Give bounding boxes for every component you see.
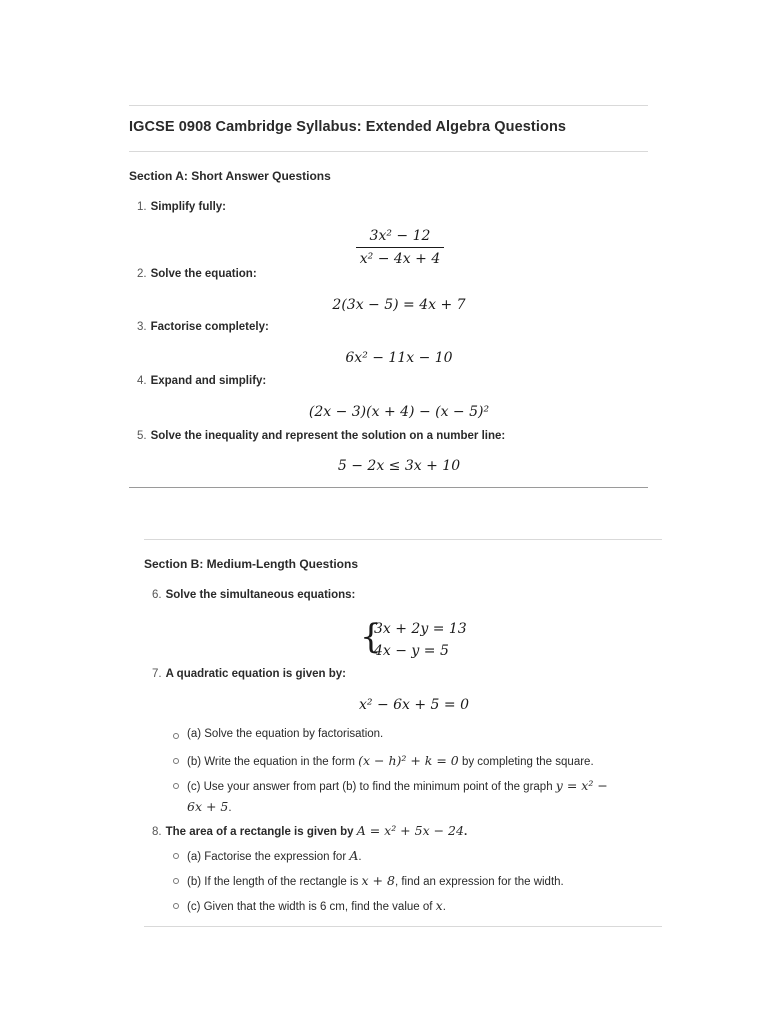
question-7-equation: x² − 6x + 5 = 0: [358, 697, 470, 713]
section-a-end-divider: [129, 487, 648, 488]
bullet-icon: [173, 853, 179, 859]
question-5: 5. Solve the inequality and represent the solution on a number line:: [137, 430, 506, 442]
section-a-title: Section A: Short Answer Questions: [129, 169, 331, 183]
section-b-end-divider: [144, 926, 662, 927]
question-1: 1. Simplify fully:: [137, 201, 226, 213]
fraction-denominator: x² − 4x + 4: [359, 251, 441, 267]
bullet-icon: [173, 783, 179, 789]
bullet-icon: [173, 878, 179, 884]
question-7-part-a: (a) Solve the equation by factorisation.: [187, 728, 384, 740]
section-b-title: Section B: Medium-Length Questions: [144, 557, 359, 571]
question-2-equation: 2(3x − 5) = 4x + 7: [332, 297, 466, 313]
question-7: 7. A quadratic equation is given by:: [152, 668, 346, 680]
question-8: 8. The area of a rectangle is given by A = x² + 5x − 24.: [152, 823, 468, 838]
bullet-icon: [173, 903, 179, 909]
section-b-top-divider: [144, 539, 662, 540]
system-brace: {: [360, 617, 382, 657]
page-title: IGCSE 0908 Cambridge Syllabus: Extended Algebra Questions: [129, 119, 567, 135]
question-8-part-c: (c) Given that the width is 6 cm, find the value of x.: [187, 898, 446, 913]
bullet-icon: [173, 758, 179, 764]
question-3-expression: 6x² − 11x − 10: [345, 350, 453, 366]
top-divider: [129, 105, 648, 106]
simultaneous-eq-2: 4x − y = 5: [374, 643, 449, 659]
simultaneous-eq-1: 3x + 2y = 13: [374, 621, 467, 637]
question-4-expression: (2x − 3)(x + 4) − (x − 5)²: [308, 404, 490, 420]
fraction-numerator: 3x² − 12: [356, 228, 444, 248]
question-7-part-c: (c) Use your answer from part (b) to find the minimum point of the graph y = x² −: [187, 778, 608, 793]
question-7-part-c-continued: 6x + 5.: [187, 799, 232, 814]
question-4: 4. Expand and simplify:: [137, 375, 267, 387]
title-divider: [129, 151, 648, 152]
question-5-inequality: 5 − 2x ≤ 3x + 10: [337, 458, 461, 474]
question-6: 6. Solve the simultaneous equations:: [152, 589, 356, 601]
question-3: 3. Factorise completely:: [137, 321, 269, 333]
question-8-part-a: (a) Factorise the expression for A.: [187, 848, 362, 863]
question-2: 2. Solve the equation:: [137, 268, 257, 280]
question-1-fraction: [330, 228, 470, 267]
bullet-icon: [173, 733, 179, 739]
question-8-part-b: (b) If the length of the rectangle is x + 8, find an expression for the width.: [187, 873, 564, 888]
question-7-part-b: (b) Write the equation in the form (x − h)² + k = 0 by completing the square.: [187, 753, 594, 768]
